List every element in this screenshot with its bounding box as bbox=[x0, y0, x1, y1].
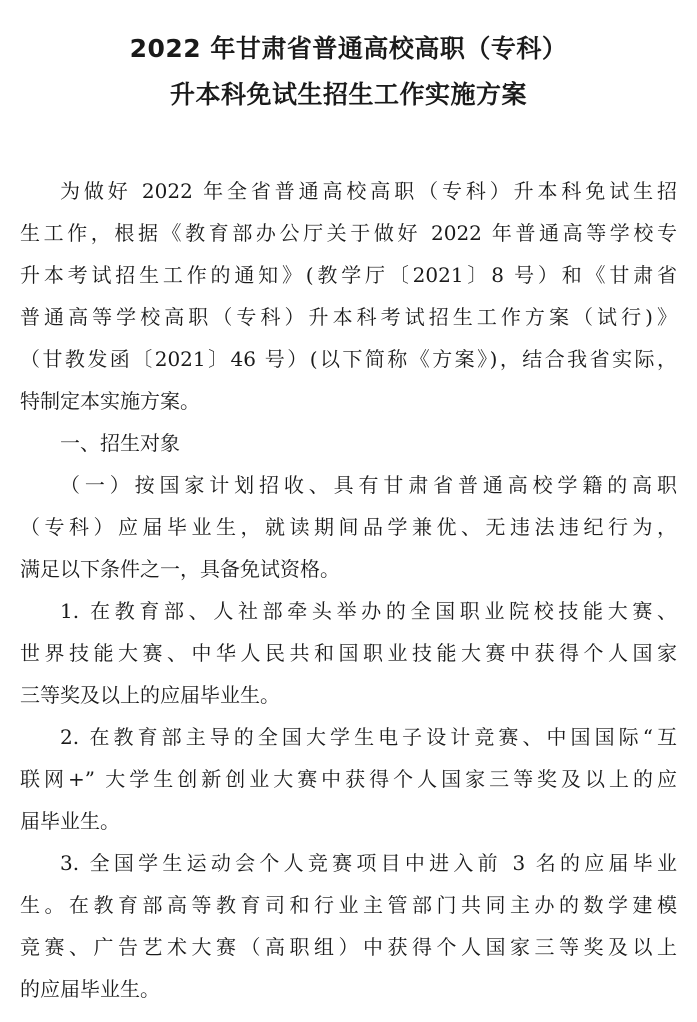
list-item-line: 1. 在教育部、人社部牵头举办的全国职业院校技能大赛、 bbox=[60, 599, 677, 623]
text-line: 满足以下条件之一，具备免试资格。 bbox=[20, 557, 340, 581]
list-item-line: 世界技能大赛、中华人民共和国职业技能大赛中获得个人国家 bbox=[20, 641, 677, 665]
text-line: （一）按国家计划招收、具有甘肃省普通高校学籍的高职 bbox=[60, 473, 677, 497]
list-item-line: 竞赛、广告艺术大赛（高职组）中获得个人国家三等奖及以上 bbox=[20, 935, 677, 959]
list-item-line: 3. 全国学生运动会个人竞赛项目中进入前 3 名的应届毕业 bbox=[60, 851, 677, 875]
document-body bbox=[20, 170, 677, 1010]
list-item-line: 生。在教育部高等教育司和行业主管部门共同主办的数学建模 bbox=[20, 893, 677, 917]
list-item-line: 联网+” 大学生创新创业大赛中获得个人国家三等奖及以上的应 bbox=[20, 767, 677, 791]
title-line-1: 2022 年甘肃省普通高校高职（专科） bbox=[129, 34, 568, 63]
list-item-line: 的应届毕业生。 bbox=[20, 977, 160, 1001]
text-line: （甘教发函〔2021〕46 号）(以下简称《方案》)，结合我省实际， bbox=[20, 347, 677, 371]
title-line-2: 升本科免试生招生工作实施方案 bbox=[169, 80, 527, 109]
list-item-line: 届毕业生。 bbox=[20, 809, 120, 833]
text-line: 升本考试招生工作的通知》(教学厅〔2021〕8 号）和《甘肃省 bbox=[20, 263, 677, 287]
text-line: 生工作，根据《教育部办公厅关于做好 2022 年普通高等学校专 bbox=[20, 221, 677, 245]
list-item-line: 2. 在教育部主导的全国大学生电子设计竞赛、中国国际“互 bbox=[60, 725, 677, 749]
text-line: （专科）应届毕业生，就读期间品学兼优、无违法违纪行为， bbox=[20, 515, 677, 539]
text-line: 普通高等学校高职（专科）升本科考试招生工作方案（试行)》 bbox=[20, 305, 677, 329]
text-line: 特制定本实施方案。 bbox=[20, 389, 200, 413]
document-title bbox=[20, 26, 677, 118]
text-line: 为做好 2022 年全省普通高校高职（专科）升本科免试生招 bbox=[60, 179, 677, 203]
section-heading: 一、招生对象 bbox=[60, 431, 180, 455]
list-item-line: 三等奖及以上的应届毕业生。 bbox=[20, 683, 280, 707]
